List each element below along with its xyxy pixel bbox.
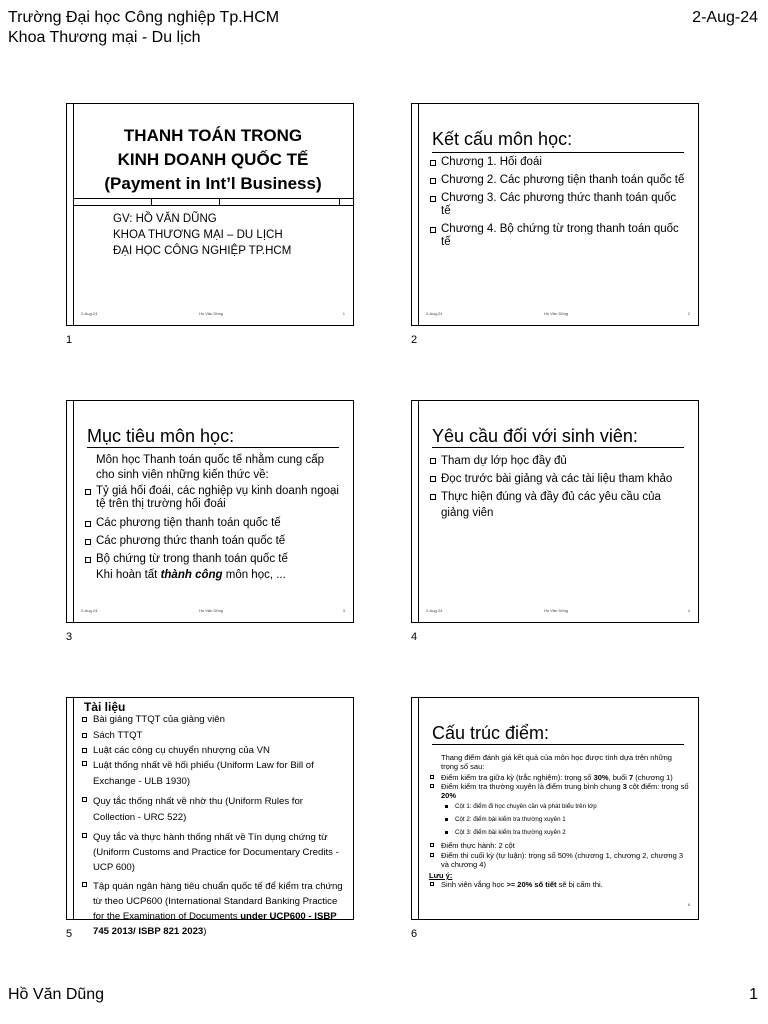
- title-divider: [73, 198, 353, 206]
- title-underline: [432, 152, 684, 153]
- list-item: Tham dự lớp học đầy đủ: [429, 453, 688, 469]
- list-item: Các phương thức thanh toán quốc tế: [84, 534, 343, 549]
- list-item: Cột 2: điểm bài kiểm tra thường xuyên 1: [443, 816, 690, 824]
- bullet-icon: [85, 557, 91, 563]
- footer-author: Hồ Văn Dũng: [8, 986, 105, 1003]
- slide-6: [411, 697, 699, 920]
- list-item: Chương 3. Các phương thức thanh toán quốc tế: [429, 192, 688, 218]
- bullet-icon: [430, 178, 436, 184]
- slide-footer: 2-Aug-24 Hồ Văn Dũng 4: [426, 608, 690, 613]
- slide-2-title: Kết cấu môn học:: [432, 129, 573, 149]
- list-item: Chương 1. Hối đoái: [429, 156, 688, 169]
- bullet-icon: [82, 833, 87, 838]
- slide-5-title: Tài liệu: [84, 700, 126, 714]
- slide-number: 1: [66, 334, 73, 346]
- slide-footer: 2-Aug-24 Hồ Văn Dũng 1: [81, 311, 345, 316]
- grading-sublist: [429, 803, 690, 837]
- page-header-institution: [8, 8, 279, 48]
- intro-text: Thang điểm đánh giá kết quả của môn học được tính dựa trên những trọng số sau:: [441, 753, 672, 771]
- bullet-icon: [430, 476, 436, 482]
- slide-number: 5: [66, 928, 73, 940]
- intro-text: Môn học Thanh toán quốc tế nhằm cung cấp cho sinh viên những kiến thức về:: [96, 454, 325, 481]
- bullet-icon: [85, 489, 91, 495]
- chapter-list: [429, 156, 688, 249]
- list-item: Điểm thực hành: 2 cột: [429, 841, 690, 850]
- bullet-icon: [82, 733, 87, 738]
- objective-list: [84, 485, 343, 567]
- bullet-icon: [85, 521, 91, 527]
- bullet-icon: [82, 761, 87, 766]
- grading-list: [429, 773, 690, 800]
- header-date: 2-Aug-24: [692, 9, 758, 26]
- bullet-icon: [430, 196, 436, 202]
- slide-3: [66, 400, 354, 623]
- list-item: Điểm kiểm tra giữa kỳ (trắc nghiệm): trọng số 30%, buổi 7 (chương 1): [429, 773, 690, 782]
- list-item: Chương 2. Các phương tiện thanh toán quốc tế: [429, 174, 688, 187]
- list-item: Các phương tiện thanh toán quốc tế: [84, 516, 343, 531]
- slide-6-body: [429, 753, 690, 889]
- title-underline: [87, 447, 339, 448]
- list-item: Cột 3: điểm bài kiểm tra thường xuyên 2: [443, 829, 690, 837]
- slide-2: [411, 103, 699, 326]
- slide-number: 4: [411, 631, 418, 643]
- slide-number: 3: [66, 631, 73, 643]
- list-item: Điểm thi cuối kỳ (tự luận): trọng số 50% (chương 1, chương 2, chương 3 và chương 4): [429, 851, 690, 869]
- slide-5: [66, 697, 354, 937]
- header-university: Trường Đại học Công nghiệp Tp.HCM: [8, 9, 280, 26]
- list-item: Quy tắc và thực hành thống nhất về Tín dụng chứng từ (Uniform Customs and Practice for Documentary Credits - UCP 600): [81, 830, 347, 875]
- note-label: Lưu ý:: [429, 871, 453, 880]
- note-list: [429, 880, 690, 889]
- list-item: Luật các công cụ chuyển nhượng của VN: [81, 745, 347, 757]
- bullet-icon: [430, 784, 434, 788]
- slide-number: 2: [411, 334, 418, 346]
- slide-4: [411, 400, 699, 623]
- outro-text: Khi hoàn tất thành công môn học, ...: [96, 569, 286, 581]
- requirement-list: [429, 453, 688, 521]
- bullet-icon: [85, 539, 91, 545]
- list-item: Cột 1: điểm đi học chuyên cần và phát biểu trên lớp: [443, 803, 690, 811]
- bullet-icon: [445, 805, 448, 808]
- list-item: Sinh viên vắng học >= 20% số tiết sẽ bị cấm thi.: [429, 880, 690, 889]
- bullet-icon: [82, 882, 87, 887]
- list-item: Chương 4. Bộ chứng từ trong thanh toán quốc tế: [429, 223, 688, 249]
- lecturer-info: GV: HỒ VĂN DŨNG KHOA THƯƠNG MẠI – DU LỊCH ĐẠI HỌC CÔNG NGHIỆP TP.HCM: [113, 213, 292, 257]
- list-item: Sách TTQT: [81, 730, 347, 742]
- bullet-icon: [430, 882, 434, 886]
- slide-3-title: Mục tiêu môn học:: [87, 426, 235, 446]
- bullet-icon: [430, 227, 436, 233]
- slide-1: [66, 103, 354, 326]
- bullet-icon: [430, 853, 434, 857]
- slide-6-title: Cấu trúc điểm:: [432, 723, 550, 743]
- slide-number: 6: [411, 928, 418, 940]
- list-item: Tỷ giá hối đoái, các nghiệp vụ kinh doanh ngoại tệ trên thị trường hối đoái: [84, 485, 343, 511]
- list-item: Tập quán ngân hàng tiêu chuẩn quốc tế để kiểm tra chứng từ theo UCP600 (International Standard Banking Practice for the Examination of Documents under UCP600 - ISBP 745 2013/ ISBP 821 2023): [81, 879, 347, 939]
- reference-list: [81, 714, 347, 939]
- footer-page-number: 1: [749, 986, 758, 1003]
- slide-1-title: THANH TOÁN TRONG KINH DOANH QUỐC TẾ (Payment in Int’l Business): [104, 126, 322, 193]
- list-item: Đọc trước bài giảng và các tài liệu tham khảo: [429, 471, 688, 487]
- slide-footer: 2-Aug-24 Hồ Văn Dũng 3: [81, 608, 345, 613]
- slide-3-body: [84, 453, 343, 583]
- list-item: Điểm kiểm tra thường xuyên là điểm trung bình chung 3 cột điểm: trọng số 20%: [429, 782, 690, 800]
- slide-4-title: Yêu cầu đối với sinh viên:: [432, 426, 638, 446]
- title-underline: [432, 447, 684, 448]
- list-item: Thực hiện đúng và đầy đủ các yêu cầu của giảng viên: [429, 489, 688, 521]
- bullet-icon: [430, 843, 434, 847]
- header-faculty: Khoa Thương mại - Du lịch: [8, 29, 201, 46]
- bullet-icon: [430, 494, 436, 500]
- list-item: Luật thống nhất về hối phiếu (Uniform Law for Bill of Exchange - ULB 1930): [81, 758, 347, 790]
- bullet-icon: [445, 831, 448, 834]
- bullet-icon: [430, 160, 436, 166]
- bullet-icon: [82, 748, 87, 753]
- bullet-icon: [445, 818, 448, 821]
- list-item: Bài giảng TTQT của giảng viên: [81, 714, 347, 726]
- title-underline: [432, 744, 684, 745]
- bullet-icon: [82, 797, 87, 802]
- slide-footer: 2-Aug-24 Hồ Văn Dũng 2: [426, 311, 690, 316]
- slide-footer: 6: [687, 902, 690, 907]
- list-item: Bộ chứng từ trong thanh toán quốc tế: [84, 552, 343, 567]
- bullet-icon: [430, 458, 436, 464]
- grading-list-cont: [429, 841, 690, 869]
- bullet-icon: [430, 775, 434, 779]
- bullet-icon: [82, 717, 87, 722]
- list-item: Quy tắc thống nhất về nhờ thu (Uniform Rules for Collection - URC 522): [81, 794, 347, 826]
